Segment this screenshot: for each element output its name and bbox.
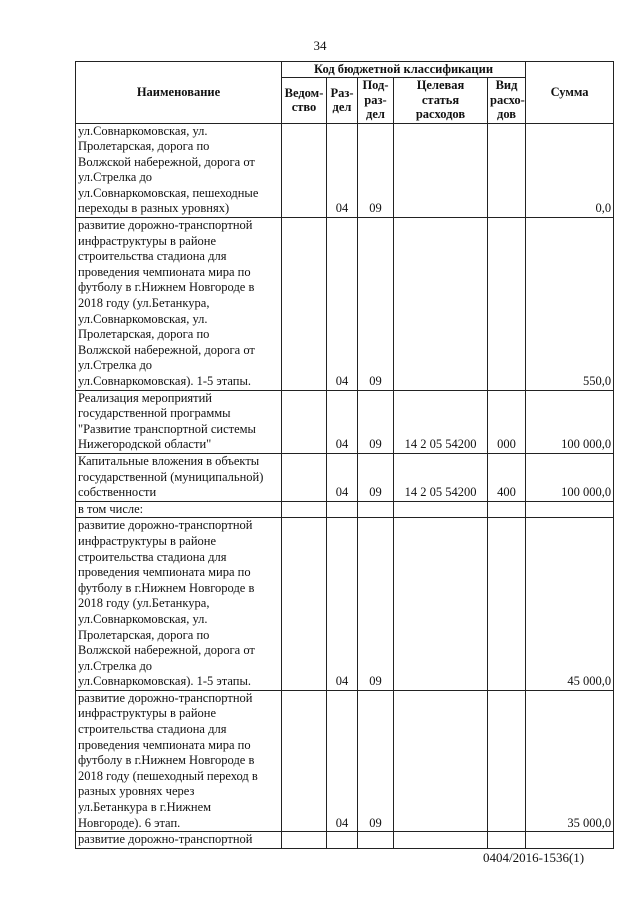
row-vid-cell [488, 690, 526, 831]
table-row [76, 453, 614, 501]
header-sum: Сумма [526, 62, 614, 124]
row-vid-cell [488, 501, 526, 518]
row-vedomstvo-cell [282, 453, 327, 501]
row-vid-cell [488, 123, 526, 218]
row-podrazdel-cell: 09 [358, 390, 394, 453]
header-name: Наименование [76, 62, 282, 124]
row-razdel-cell: 04 [327, 218, 358, 391]
row-vid-cell [488, 218, 526, 391]
row-sum-cell [526, 832, 614, 849]
row-vid-cell: 400 [488, 453, 526, 501]
budget-classification-table [75, 61, 614, 849]
table-row [76, 518, 614, 691]
row-sum-cell [526, 501, 614, 518]
row-vedomstvo-cell [282, 518, 327, 691]
row-razdel-cell [327, 832, 358, 849]
header-vedomstvo: Ведом- ство [282, 77, 327, 123]
header-razdel: Раз- дел [327, 77, 358, 123]
row-celevaya-cell [394, 123, 488, 218]
row-celevaya-cell [394, 218, 488, 391]
row-vid-cell: 000 [488, 390, 526, 453]
row-celevaya-cell [394, 501, 488, 518]
row-vid-cell [488, 518, 526, 691]
table-row [76, 218, 614, 391]
row-sum-cell: 100 000,0 [526, 390, 614, 453]
row-vedomstvo-cell [282, 123, 327, 218]
row-razdel-cell [327, 501, 358, 518]
row-podrazdel-cell: 09 [358, 518, 394, 691]
row-razdel-cell: 04 [327, 518, 358, 691]
table-row [76, 832, 614, 849]
header-vid-rashodov: Вид расхо- дов [488, 77, 526, 123]
row-name-cell: развитие дорожно-транспортной [76, 832, 282, 849]
row-name-cell: развитие дорожно-транспортной инфраструктуры в районе строительства стадиона для проведения чемпионата мира по футболу в г.Нижнем Новгороде в 2018 году (ул.Бетанкура, ул.Совнаркомовская, ул. Пролетарская, дорога по Волжской набережной, дорога от ул.Стрелка до ул.Совнаркомовская). 1-5 этапы. [76, 518, 282, 691]
row-podrazdel-cell: 09 [358, 123, 394, 218]
row-name-cell: ул.Совнаркомовская, ул. Пролетарская, дорога по Волжской набережной, дорога от ул.Стрелка до ул.Совнаркомовская, пешеходные переходы в разных уровнях) [76, 123, 282, 218]
header-budget-code-group: Код бюджетной классификации [282, 62, 526, 78]
table-row [76, 390, 614, 453]
row-name-cell: Реализация мероприятий государственной программы "Развитие транспортной системы Нижегородской области" [76, 390, 282, 453]
page-number: 34 [313, 38, 327, 53]
row-podrazdel-cell: 09 [358, 218, 394, 391]
row-sum-cell: 45 000,0 [526, 518, 614, 691]
row-name-cell: Капитальные вложения в объекты государственной (муниципальной) собственности [76, 453, 282, 501]
row-vedomstvo-cell [282, 832, 327, 849]
document-code: 0404/2016-1536(1) [483, 850, 585, 865]
header-podrazdel: Под- раз- дел [358, 77, 394, 123]
row-vedomstvo-cell [282, 501, 327, 518]
row-sum-cell: 550,0 [526, 218, 614, 391]
header-celevaya-statya: Целевая статья расходов [394, 77, 488, 123]
row-celevaya-cell [394, 690, 488, 831]
row-razdel-cell: 04 [327, 390, 358, 453]
row-name-cell: в том числе: [76, 501, 282, 518]
row-vedomstvo-cell [282, 690, 327, 831]
row-sum-cell: 0,0 [526, 123, 614, 218]
row-podrazdel-cell [358, 832, 394, 849]
row-name-cell: развитие дорожно-транспортной инфраструктуры в районе строительства стадиона для проведения чемпионата мира по футболу в г.Нижнем Новгороде в 2018 году (ул.Бетанкура, ул.Совнаркомовская, ул. Пролетарская, дорога по Волжской набережной, дорога от ул.Стрелка до ул.Совнаркомовская). 1-5 этапы. [76, 218, 282, 391]
row-sum-cell: 35 000,0 [526, 690, 614, 831]
row-celevaya-cell [394, 518, 488, 691]
table-body [76, 123, 614, 848]
row-celevaya-cell [394, 832, 488, 849]
table-row [76, 690, 614, 831]
row-razdel-cell: 04 [327, 690, 358, 831]
row-name-cell: развитие дорожно-транспортной инфраструктуры в районе строительства стадиона для проведения чемпионата мира по футболу в г.Нижнем Новгороде в 2018 году (пешеходный переход в разных уровнях через ул.Бетанкура в г.Нижнем Новгороде). 6 этап. [76, 690, 282, 831]
row-celevaya-cell: 14 2 05 54200 [394, 390, 488, 453]
row-vid-cell [488, 832, 526, 849]
row-podrazdel-cell [358, 501, 394, 518]
row-razdel-cell: 04 [327, 453, 358, 501]
header-row-1 [76, 62, 614, 78]
table-row [76, 123, 614, 218]
row-podrazdel-cell: 09 [358, 453, 394, 501]
row-podrazdel-cell: 09 [358, 690, 394, 831]
row-sum-cell: 100 000,0 [526, 453, 614, 501]
row-celevaya-cell: 14 2 05 54200 [394, 453, 488, 501]
table-row [76, 501, 614, 518]
row-vedomstvo-cell [282, 390, 327, 453]
row-vedomstvo-cell [282, 218, 327, 391]
row-razdel-cell: 04 [327, 123, 358, 218]
